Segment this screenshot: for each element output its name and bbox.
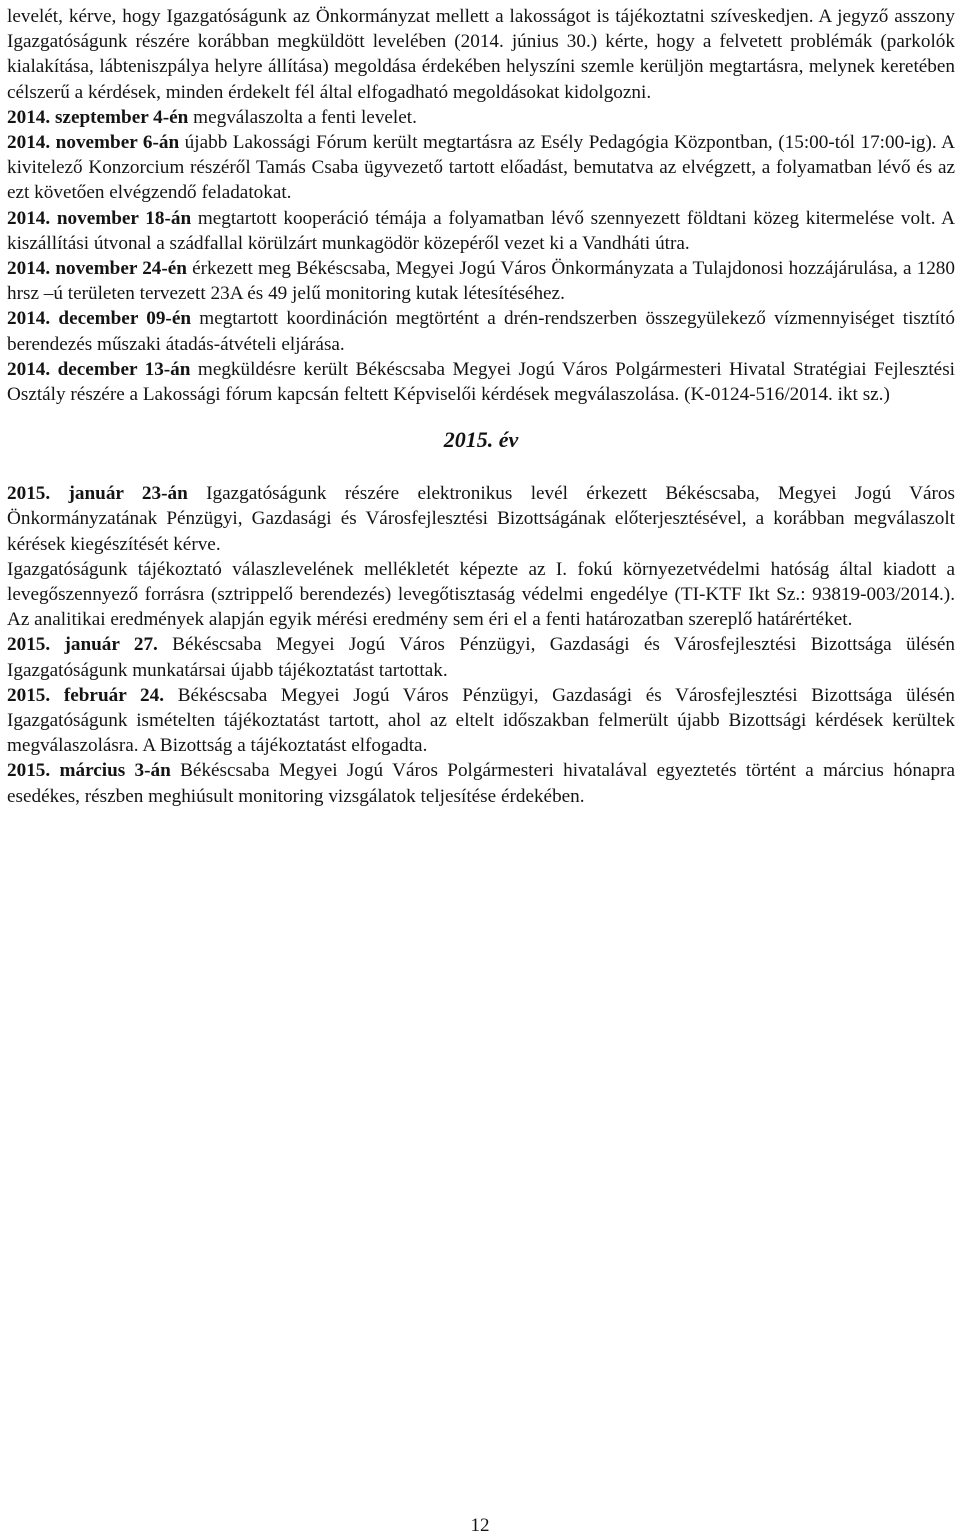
- paragraph-text: Igazgatóságunk tájékoztató válaszlevelének mellékletét képezte az I. fokú környezetvédelmi hatóság által kiadott a levegőszennyező forrásra (sztrippelő berendezés) levegőtisztaság védelmi engedélye (TI-KTF Ikt Sz.: 93819-003/2014.). Az analitikai eredmények alapján egyik mérési eredmény sem éri el a fenti határozatban szereplő határértéket.: [7, 558, 955, 631]
- paragraph-date: 2015. január 23-án: [7, 483, 188, 505]
- paragraph-text: Igazgatóságunk részére elektronikus levél érkezett Békéscsaba, Megyei Jogú Város Önkormányzatának Pénzügyi, Gazdasági és Városfejlesztési Bizottságának előterjesztésével, a korábban megválaszolt kérések kiegészítését kérve.: [7, 483, 955, 555]
- paragraph-date: 2014. december 09-én: [7, 308, 192, 330]
- paragraph-text: érkezett meg Békéscsaba, Megyei Jogú Város Önkormányzata a Tulajdonosi hozzájárulása, a 1280 hrsz –ú területen tervezett 23A és 49 jelű monitoring kutak létesítéséhez.: [7, 258, 955, 305]
- paragraph: [7, 632, 955, 682]
- paragraph-text: újabb Lakossági Fórum került megtartásra az Esély Pedagógia Központban, (15:00-tól 17:00-ig). A kivitelező Konzorcium részéről Tamás Csaba ügyvezető tartott előadást, bemutatva az elvégzett, a folyamatban lévő és az ezt követően elvégzendő feladatokat.: [7, 132, 955, 204]
- paragraph: [7, 130, 955, 206]
- year-heading: 2015. év: [443, 427, 519, 453]
- page-number: 12: [470, 1515, 490, 1536]
- document-page: [7, 4, 955, 809]
- paragraph-text: Békéscsaba Megyei Jogú Város Polgármesteri hivatalával egyeztetés történt a március hónapra esedékes, részben meghiúsult monitoring vizsgálatok teljesítése érdekében.: [7, 760, 955, 807]
- paragraph: [7, 4, 955, 105]
- paragraph: [7, 683, 955, 759]
- paragraph-date: 2015. március 3-án: [7, 760, 171, 782]
- section-2015: [7, 481, 955, 809]
- paragraph-date: 2014. november 6-án: [7, 132, 180, 154]
- paragraph: [7, 557, 955, 633]
- section-2014: [7, 4, 955, 407]
- paragraph-text: Békéscsaba Megyei Jogú Város Pénzügyi, Gazdasági és Városfejlesztési Bizottsága ülésén Igazgatóságunk ismételten tájékoztatást tartott, ahol az eltelt időszakban felmerült újabb Bizottsági kérdések kerültek megválaszolásra. A Bizottság a tájékoztatást elfogadta.: [7, 684, 955, 757]
- paragraph-text: megtartott kooperáció témája a folyamatban lévő szennyezett földtani közeg kitermelése volt. A kiszállítási útvonal a szádfallal körülzárt munkagödör közepéről vezet ki a Vandháti útra.: [7, 207, 955, 254]
- paragraph-text: megküldésre került Békéscsaba Megyei Jogú Város Polgármesteri Hivatal Stratégiai Fejlesztési Osztály részére a Lakossági fórum kapcsán feltett Képviselői kérdések megválaszolása. (K-0124-516/2014. ikt sz.): [7, 358, 955, 406]
- paragraph: [7, 357, 955, 407]
- paragraph: [7, 105, 955, 130]
- paragraph: [7, 306, 955, 356]
- paragraph-date: 2014. november 24-én: [7, 258, 187, 280]
- paragraph-date: 2014. szeptember 4-én: [7, 106, 189, 128]
- paragraph-date: 2015. február 24.: [7, 684, 165, 706]
- paragraph-text: megválaszolta a fenti levelet.: [188, 106, 417, 128]
- paragraph: [7, 758, 955, 808]
- paragraph: [7, 256, 955, 306]
- paragraph: [7, 206, 955, 256]
- paragraph-date: 2014. december 13-án: [7, 358, 191, 380]
- paragraph-text: Békéscsaba Megyei Jogú Város Pénzügyi, Gazdasági és Városfejlesztési Bizottsága ülésén Igazgatóságunk munkatársai újabb tájékoztatást tartottak.: [7, 634, 956, 681]
- paragraph-date: 2014. november 18-án: [7, 207, 192, 229]
- paragraph-text: levelét, kérve, hogy Igazgatóságunk az Önkormányzat mellett a lakosságot is tájékoztatni szíveskedjen. A jegyző asszony Igazgatóságunk részére korábban megküldött levelében (2014. június 30.) kérte, hogy a felvetett problémák (parkolók kialakítása, lábteniszpálya helyre állítása) megoldása érdekében helyszíni szemle kerüljön megtartásra, melynek keretében célszerű a kérdések, minden érdekelt fél által elfogadható megoldásokat kidolgozni.: [7, 6, 955, 103]
- paragraph-date: 2015. január 27.: [7, 634, 158, 656]
- paragraph: [7, 481, 955, 557]
- paragraph-text: megtartott koordináción megtörtént a drén-rendszerben összegyülekező vízmennyiséget tisztító berendezés műszaki átadás-átvételi eljárása.: [7, 308, 956, 355]
